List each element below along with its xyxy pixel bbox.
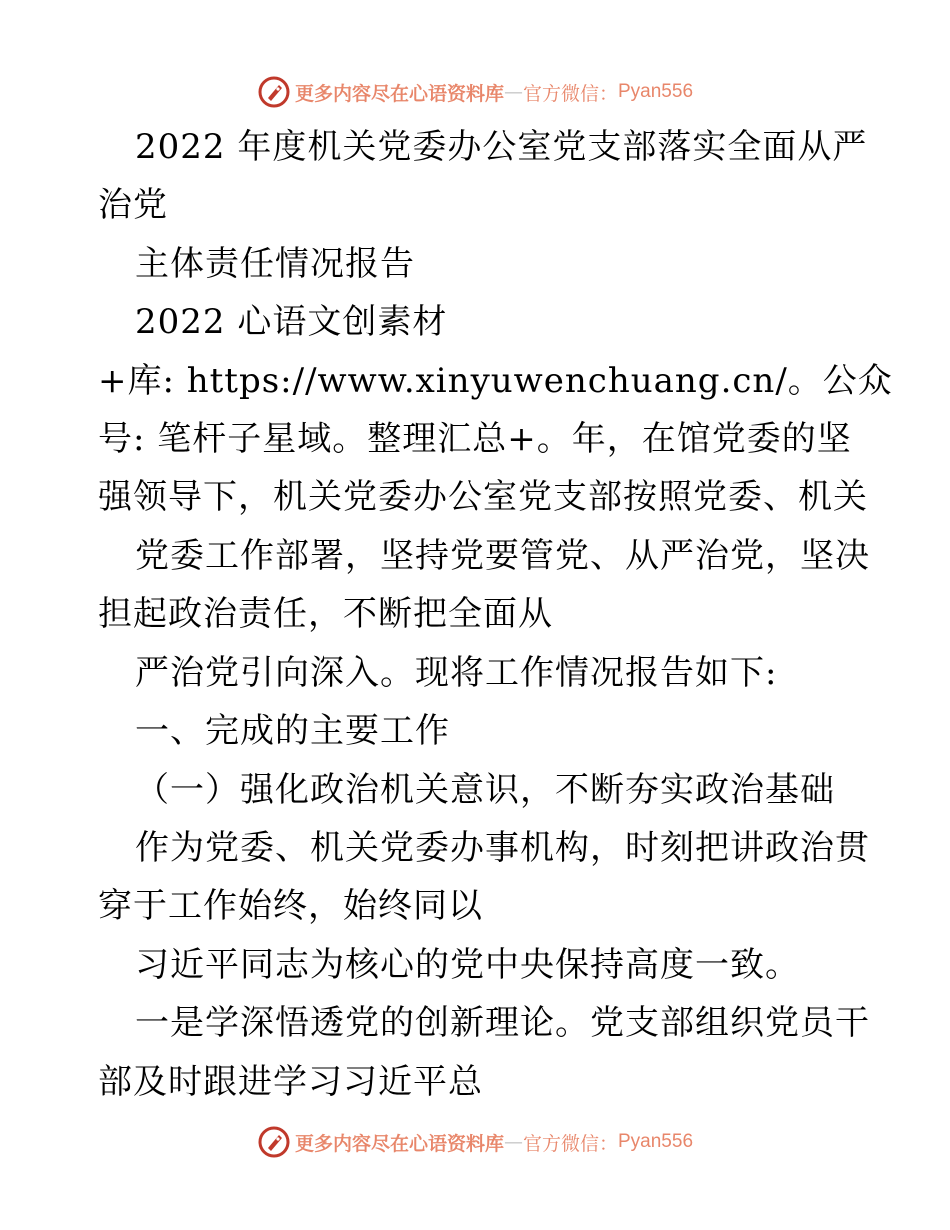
- watermark-contact-id: Pyan556: [618, 81, 694, 102]
- section-heading: 一、完成的主要工作: [135, 711, 450, 751]
- paragraph-line: 部及时跟进学习习近平总: [98, 1062, 483, 1102]
- watermark-separator: —: [503, 81, 523, 103]
- paragraph-line: +库: https://www.xinyuwenchuang.cn/。公众: [98, 361, 893, 401]
- document-source-line: 2022 心语文创素材: [135, 302, 448, 342]
- document-title-line-1: 2022 年度机关党委办公室党支部落实全面从严: [135, 127, 868, 167]
- pen-nib-logo-icon: [257, 1125, 291, 1159]
- paragraph-line: 穿于工作始终，始终同以: [98, 886, 483, 926]
- paragraph-line: 号: 笔杆子星域。整理汇总+。年，在馆党委的坚: [98, 419, 852, 459]
- watermark-contact-id: Pyan556: [618, 1131, 694, 1152]
- paragraph-line: 强领导下，机关党委办公室党支部按照党委、机关: [98, 477, 868, 517]
- paragraph-line: 严治党引向深入。现将工作情况报告如下:: [135, 653, 778, 693]
- paragraph-line: 一是学深悟透党的创新理论。党支部组织党员干: [135, 1003, 870, 1043]
- watermark-contact-label: 官方微信：: [522, 1132, 618, 1155]
- subsection-heading: （一）强化政治机关意识，不断夯实政治基础: [135, 770, 835, 810]
- watermark-footer: [0, 1122, 950, 1162]
- watermark-contact-label: 官方微信：: [522, 82, 618, 105]
- watermark-separator: —: [503, 1131, 523, 1153]
- document-title-line-2: 治党: [98, 185, 168, 225]
- document-subtitle: 主体责任情况报告: [135, 244, 415, 284]
- watermark-header: [0, 72, 950, 112]
- paragraph-line: 党委工作部署，坚持党要管党、从严治党，坚决: [135, 536, 870, 576]
- paragraph-line: 作为党委、机关党委办事机构，时刻把讲政治贯: [135, 828, 870, 868]
- watermark-brand: 更多内容尽在心语资料库: [294, 82, 504, 105]
- paragraph-line: 担起政治责任，不断把全面从: [98, 594, 553, 634]
- pen-nib-logo-icon: [257, 75, 291, 109]
- paragraph-line: 习近平同志为核心的党中央保持高度一致。: [135, 945, 800, 985]
- watermark-brand: 更多内容尽在心语资料库: [294, 1132, 504, 1155]
